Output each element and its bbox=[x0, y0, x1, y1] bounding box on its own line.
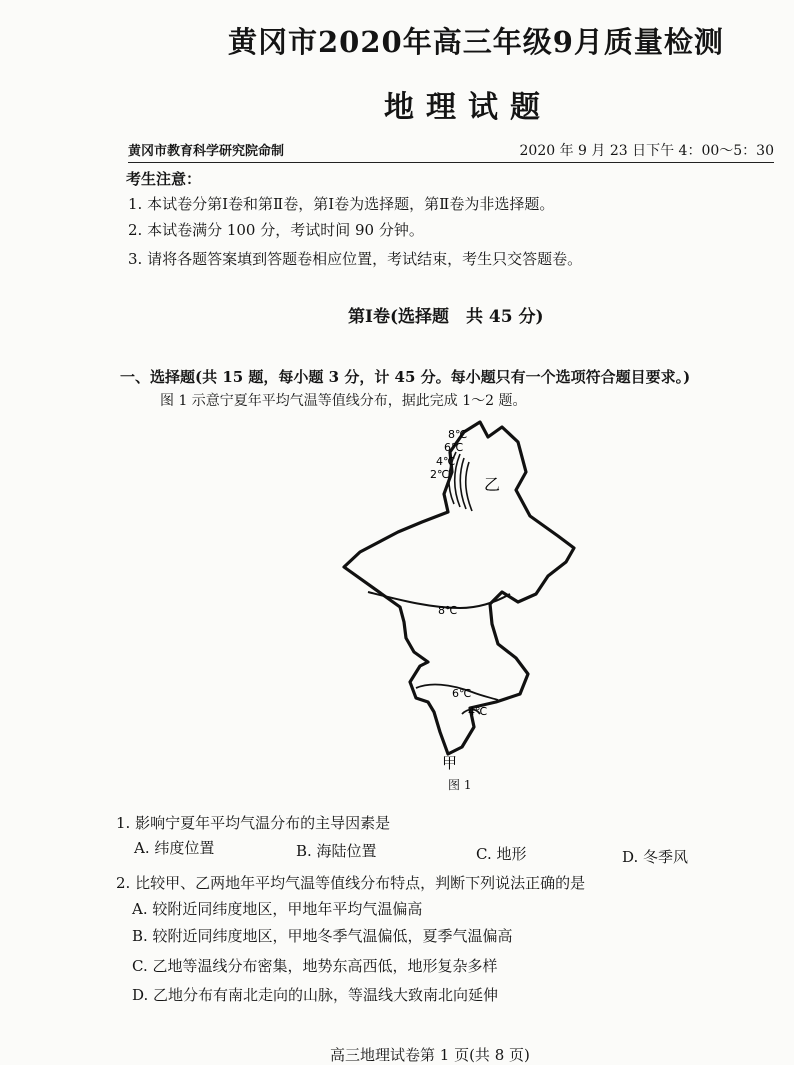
label-6c-south: 6℃ bbox=[452, 687, 472, 700]
notice-heading: 考生注意： bbox=[126, 170, 202, 188]
question-2-stem: 2. 比较甲、乙两地年平均气温等值线分布特点，判断下列说法正确的是 bbox=[116, 874, 586, 892]
q1-option-c: C. 地形 bbox=[476, 845, 527, 863]
label-jia: 甲 bbox=[442, 754, 458, 772]
figure-caption: 图 1 bbox=[448, 778, 472, 792]
page-footer: 高三地理试卷第 1 页(共 8 页) bbox=[330, 1046, 530, 1064]
ningxia-outline bbox=[344, 422, 574, 754]
q1-option-d: D. 冬季风 bbox=[622, 848, 689, 866]
label-6c-north: 6℃ bbox=[444, 441, 464, 454]
notice-item: 3. 请将各题答案填到答题卷相应位置，考试结束，考生只交答题卷。 bbox=[128, 250, 583, 268]
part-heading bbox=[120, 366, 690, 387]
q2-option-a: A. 较附近同纬度地区，甲地年平均气温偏高 bbox=[132, 900, 423, 918]
exam-datetime: 2020 年 9 月 23 日下午 4：00～5：30 bbox=[519, 143, 774, 159]
q2-option-b: B. 较附近同纬度地区，甲地冬季气温偏低，夏季气温偏高 bbox=[132, 927, 513, 945]
label-8c-north: 8℃ bbox=[448, 428, 468, 441]
ningxia-isotherm-map bbox=[330, 412, 590, 772]
section-heading: 第Ⅰ卷(选择题 共 45 分) bbox=[348, 307, 544, 327]
subject-title: 地理试题 bbox=[384, 90, 552, 125]
q2-option-c: C. 乙地等温线分布密集，地势东高西低，地形复杂多样 bbox=[132, 957, 498, 975]
q2-option-d: D. 乙地分布有南北走向的山脉，等温线大致南北向延伸 bbox=[132, 986, 499, 1004]
q1-option-b: B. 海陆位置 bbox=[296, 842, 377, 860]
notice-item: 1. 本试卷分第Ⅰ卷和第Ⅱ卷，第Ⅰ卷为选择题，第Ⅱ卷为非选择题。 bbox=[128, 195, 555, 213]
part-rule: (共 15 题，每小题 3 分，计 45 分。每小题只有一个选项符合题目要求。) bbox=[195, 368, 691, 386]
label-4c-north: 4℃ bbox=[436, 455, 456, 468]
label-8c-middle: 8℃ bbox=[438, 604, 458, 617]
part-label: 一、选择题 bbox=[120, 368, 196, 386]
notice-item: 2. 本试卷满分 100 分，考试时间 90 分钟。 bbox=[128, 221, 424, 239]
meta-line bbox=[128, 140, 774, 163]
exam-title: 黄冈市2020年高三年级9月质量检测 bbox=[228, 25, 724, 59]
label-4c-south: 4℃ bbox=[468, 705, 488, 718]
question-1-stem: 1. 影响宁夏年平均气温分布的主导因素是 bbox=[116, 814, 391, 832]
isotherm-2-north bbox=[466, 462, 472, 511]
isotherm-6-north bbox=[455, 454, 460, 507]
issuer: 黄冈市教育科学研究院命制 bbox=[128, 144, 285, 159]
label-2c-north: 2℃ bbox=[430, 468, 450, 481]
label-yi: 乙 bbox=[484, 475, 501, 494]
figure-intro: 图 1 示意宁夏年平均气温等值线分布，据此完成 1～2 题。 bbox=[160, 393, 527, 409]
q1-option-a: A. 纬度位置 bbox=[134, 839, 215, 857]
